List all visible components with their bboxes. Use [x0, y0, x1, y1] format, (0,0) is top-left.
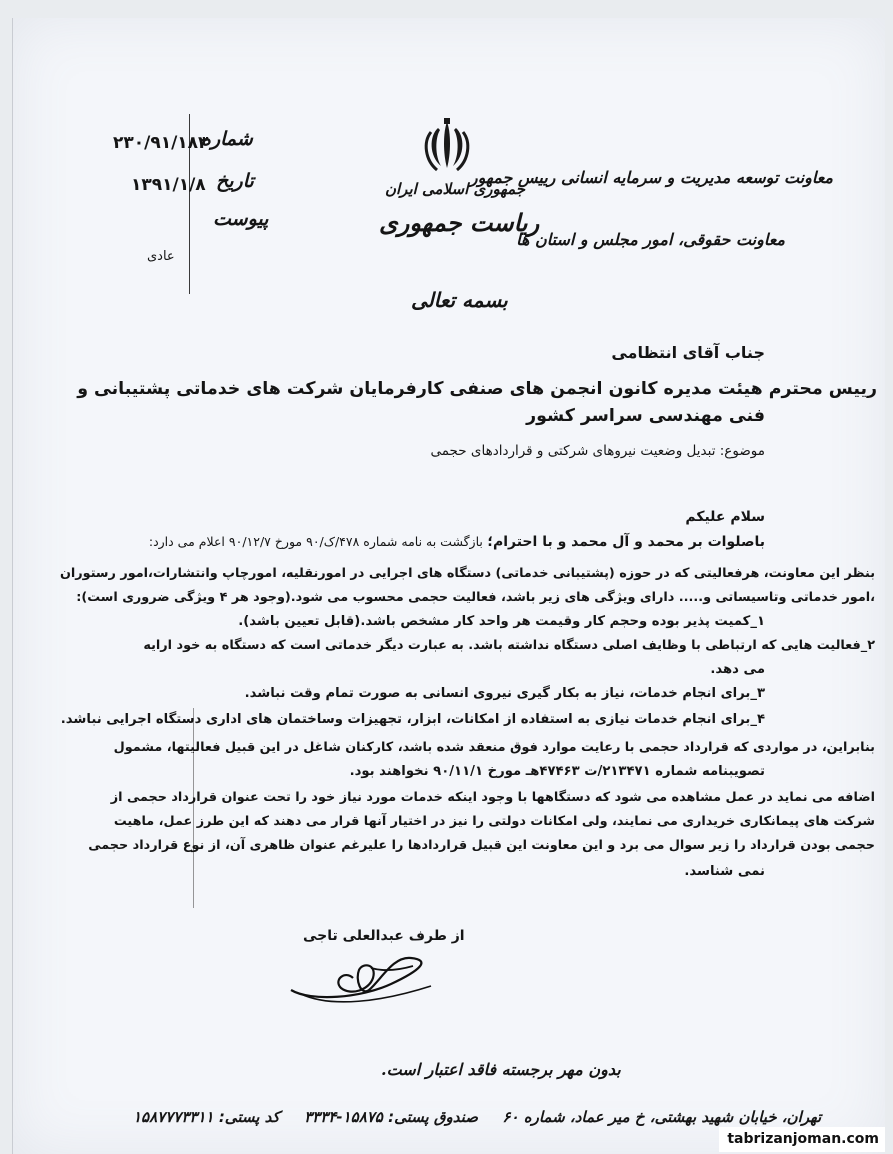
postal-code: ۱۵۸۷۷۷۳۳۱۱ [133, 1108, 214, 1126]
para3-line3: حجمی بودن قرارداد را زیر سوال می برد و این معاونت این قبیل قراردادها را علیرغم عنوان ظاهری آن، از نوع قرارداد حجمی [88, 838, 875, 853]
attachment-label: پیوست [213, 208, 269, 230]
letter-date: ۱۳۹۱/۱/۸ [131, 175, 206, 195]
footer-contact [133, 1108, 821, 1126]
signature-icon [281, 950, 451, 1010]
signatory: از طرف عبدالعلی تاجی [303, 928, 465, 944]
org-line2: ریاست جمهوری [379, 208, 540, 237]
reference: بازگشت به نامه شماره ۴۷۸/ک/۹۰ مورخ ۹۰/۱۲/۷ اعلام می دارد: [148, 534, 483, 549]
subject: موضوع: تبدیل وضعیت نیروهای شرکتی و قراردادهای حجمی [430, 443, 765, 459]
condition-2-cont: می دهد. [710, 662, 765, 677]
para1-line1: بنظر این معاونت، هرفعالیتی که در حوزه (پشتیبانی خدماتی) دستگاه های اجرایی در امورنقلیه، امورچاپ وانتشارات،امور رستوران [60, 566, 875, 581]
para2-line2: تصویبنامه شماره ۲۱۳۴۷۱/ت ۴۷۴۶۳هـ مورخ ۹۰/۱۱/۱ نخواهند بود. [349, 764, 765, 779]
addressee: جناب آقای انتظامی [611, 343, 765, 362]
postal-box: ۱۵۸۷۵-۳۳۳۴ [304, 1108, 383, 1126]
salawat: باصلوات بر محمد و آل محمد و با احترام؛ [487, 534, 765, 550]
margin-rule-lower [193, 708, 194, 908]
condition-1: ۱_کمیت پذیر بوده وحجم کار وقیمت هر واحد کار مشخص باشد.(قابل تعیین باشد). [238, 614, 765, 629]
para3-line2: شرکت های پیمانکاری خریداری می نمایند، ولی امکانات دولتی را نیز در اختیار آنها قرار می دهند که این طرز عمل، ماهیت [113, 814, 875, 829]
classification: عادی [147, 249, 175, 264]
letter-sheet [12, 18, 885, 1154]
invocation: بسمه تعالی [411, 288, 508, 312]
recipient-line2: فنی مهندسی سراسر کشور [526, 406, 765, 426]
org-line1: جمهوری اسلامی ایران [385, 180, 526, 198]
footer-address: تهران، خیابان شهید بهشتی، خ میر عماد، شماره ۶۰ [502, 1108, 822, 1126]
date-label: تاریخ [216, 170, 254, 192]
postal-code-label: کد پستی: [218, 1108, 280, 1126]
dept-line2: معاونت حقوقی، امور مجلس و استان ها [516, 230, 785, 249]
para1-line2: ،امور خدماتی وتاسیساتی و..... دارای ویژگی های زیر باشد، فعالیت حجمی محسوب می شود.(وجود هر ۴ ویژگی ضروری است): [76, 590, 875, 605]
letter-number: ۲۳۰/۹۱/۱۸۳ [113, 133, 209, 153]
para3-line4: نمی شناسد. [684, 864, 765, 879]
watermark: tabrizanjoman.com [719, 1127, 885, 1152]
postal-box-label: صندوق پستی: [388, 1108, 478, 1126]
para3-line1: اضافه می نماید در عمل مشاهده می شود که دستگاهها با وجود اینکه خدمات مورد نیاز خود را تحت عنوان قرارداد حجمی از [110, 790, 875, 805]
condition-2: ۲_فعالیت هایی که ارتباطی با وظایف اصلی دستگاه نداشته باشد. به عبارت دیگر خدماتی است که دستگاه به خود ارایه [143, 638, 875, 653]
stamp-note: بدون مهر برجسته فاقد اعتبار است. [381, 1060, 621, 1079]
recipient-line1: رییس محترم هیئت مدیره کانون انجمن های صنفی کارفرمایان شرکت های خدماتی پشتیبانی و [77, 379, 877, 399]
salawat-line [149, 534, 765, 550]
para2-line1: بنابراین، در مواردی که قرارداد حجمی با رعایت موارد فوق منعقد شده باشد، کارکنان شاغل در این قبیل فعالیتها، مشمول [113, 740, 875, 755]
greeting: سلام علیکم [685, 509, 765, 525]
dept-line1: معاونت توسعه مدیریت و سرمایه انسانی رییس جمهور [469, 168, 833, 187]
condition-3: ۳_برای انجام خدمات، نیاز به بکار گیری نیروی انسانی به صورت تمام وقت نباشد. [244, 686, 765, 701]
iran-emblem-icon [423, 118, 471, 174]
condition-4: ۴_برای انجام خدمات نیازی به استفاده از امکانات، ابزار، تجهیزات وساختمان های اداری دستگاه اجرایی نباشد. [60, 712, 765, 727]
number-label: شماره [201, 128, 253, 150]
